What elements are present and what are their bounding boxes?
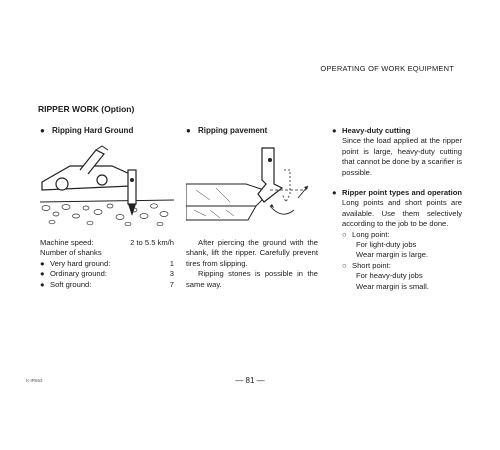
- section-title: RIPPER WORK (Option): [38, 104, 135, 114]
- pavement-instructions: [186, 238, 318, 290]
- shank-count: 1: [169, 258, 174, 268]
- short-point-label: Short point:: [352, 260, 391, 270]
- list-item: [40, 259, 174, 269]
- bullet-icon: ●: [40, 126, 45, 135]
- long-point-use: For light-duty jobs: [356, 240, 417, 250]
- bullet-icon: ●: [40, 269, 45, 279]
- paragraph: Since the load applied at the ripper point is large, heavy-duty cutting that cannot be done by a scarifier is possible.: [342, 136, 462, 177]
- short-point-use: For heavy-duty jobs: [356, 271, 423, 281]
- paragraph: After piercing the ground with the shank, lift the ripper. Carefully prevent tires from slipping.: [186, 238, 318, 268]
- ground-label: Ordinary ground:: [50, 269, 107, 279]
- list-item: [40, 269, 174, 279]
- ripper-info-column: [332, 126, 462, 292]
- heading-text: Heavy-duty cutting: [342, 126, 411, 135]
- short-point-wear: Wear margin is small.: [356, 281, 429, 291]
- page-header: OPERATING OF WORK EQUIPMENT: [320, 64, 454, 73]
- bullet-icon: ●: [332, 126, 337, 135]
- heading-ripping-hard-ground: [40, 126, 133, 135]
- machine-specs: [40, 238, 174, 290]
- ground-label: Soft ground:: [50, 279, 92, 289]
- short-point-title: [332, 261, 462, 271]
- long-point-wear: Wear margin is large.: [356, 250, 429, 260]
- shank-count: 7: [169, 279, 174, 289]
- speed-label: Machine speed:: [40, 238, 94, 247]
- bullet-icon: ●: [40, 279, 45, 289]
- shanks-label: Number of shanks: [40, 248, 102, 258]
- list-item: [40, 280, 174, 290]
- page-number: — 81 —: [235, 376, 265, 385]
- ripper-hard-ground-illustration: [40, 144, 174, 228]
- heading-text: Ripper point types and operation: [342, 188, 462, 198]
- speed-value: 2 to 5.5 km/h: [130, 238, 174, 247]
- bullet-icon: ●: [40, 258, 45, 268]
- circle-icon: ○: [342, 229, 347, 239]
- shank-count: 3: [169, 269, 174, 279]
- heading-ripper-point-types: [332, 188, 462, 198]
- circle-icon: ○: [342, 260, 347, 270]
- bullet-icon: ●: [186, 126, 191, 135]
- long-point-title: [332, 230, 462, 240]
- paragraph: Ripping stones is possible in the same way.: [186, 269, 318, 289]
- ground-label: Very hard ground:: [50, 258, 111, 268]
- ripper-pavement-illustration: [186, 144, 316, 228]
- heading-heavy-duty-cutting: [332, 126, 462, 136]
- heading-text: Ripping pavement: [198, 126, 268, 135]
- heading-ripping-pavement: [186, 126, 267, 135]
- heading-text: Ripping Hard Ground: [52, 126, 134, 135]
- long-point-label: Long point:: [352, 229, 390, 239]
- paragraph: Long points and short points are available. Use them selectively according to the job to be done.: [342, 198, 462, 229]
- speed-row: [40, 238, 174, 248]
- bullet-icon: ●: [332, 188, 337, 198]
- document-code: K-IR563: [26, 378, 43, 383]
